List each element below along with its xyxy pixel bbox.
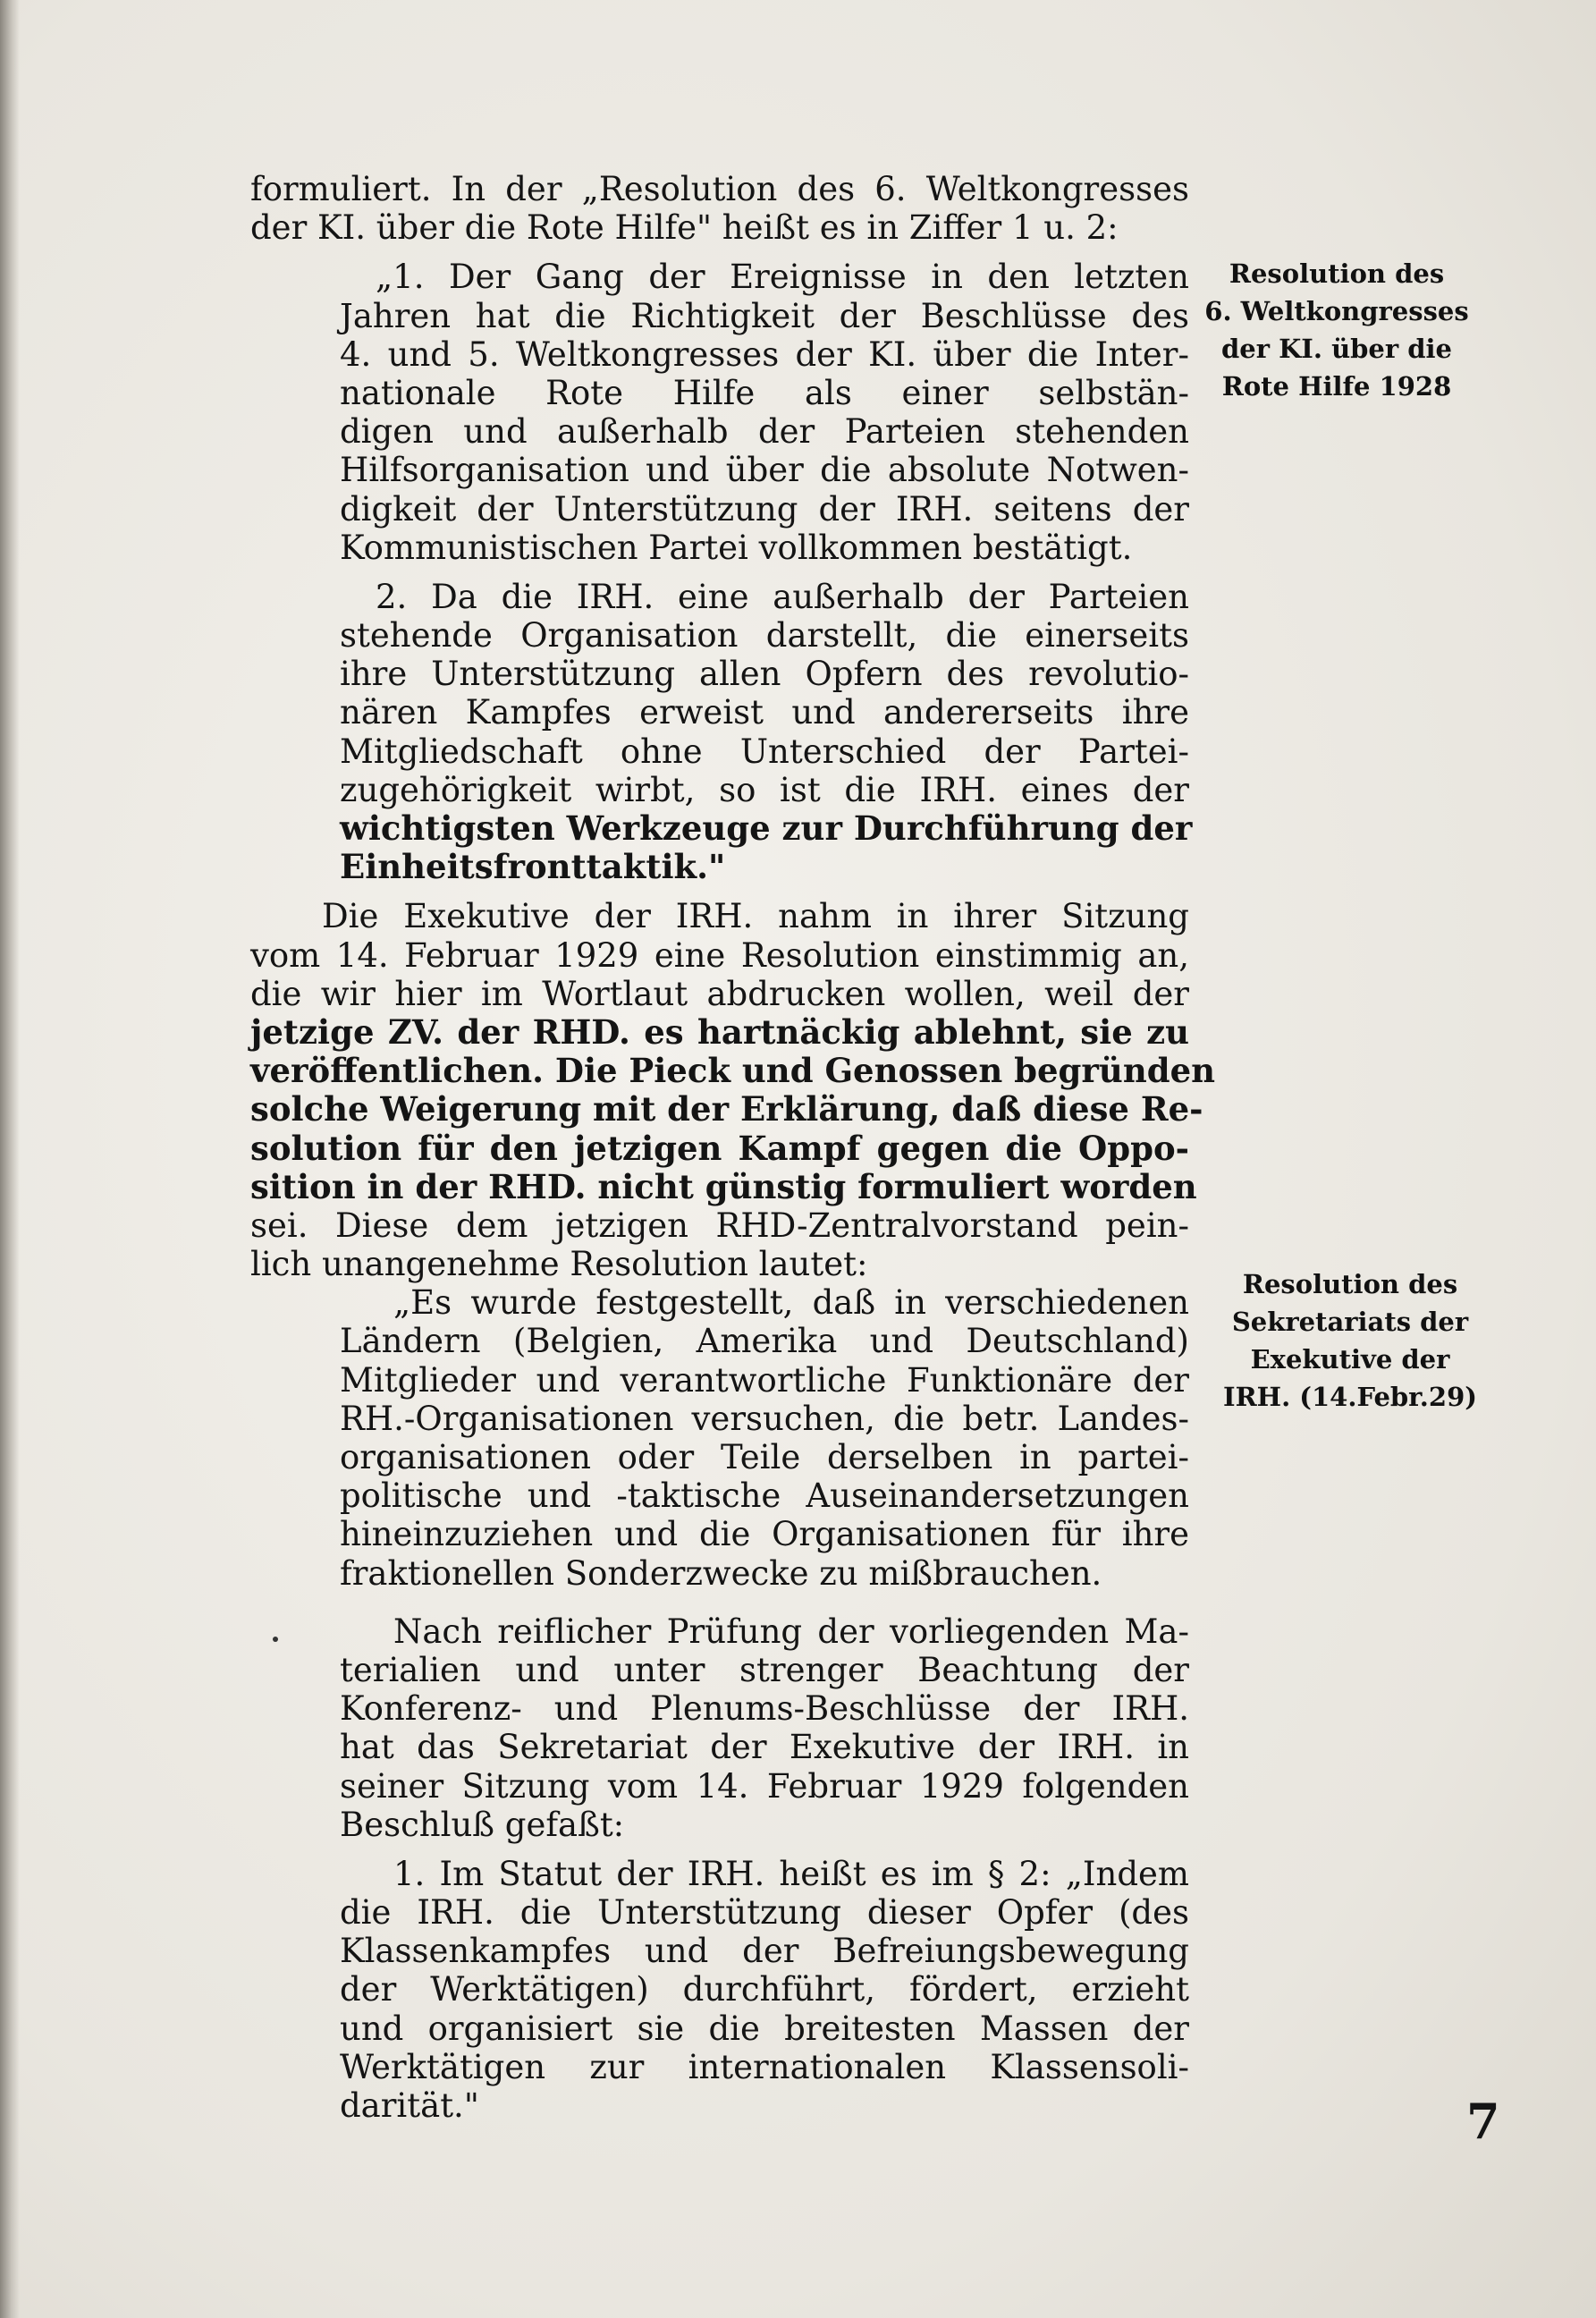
text-line: vom 14. Februar 1929 eine Resolution einstimmig an, bbox=[250, 935, 1189, 975]
text-line: veröffentlichen. Die Pieck und Genossen begründen bbox=[250, 1051, 1216, 1091]
margin-note-line: Sekretariats der bbox=[1231, 1307, 1469, 1337]
margin-note-resolution-sekretariat bbox=[1198, 1265, 1502, 1416]
quote-resolution-sekretariat bbox=[250, 1283, 1189, 2125]
text-line: stehende Organisation darstellt, die einerseits bbox=[340, 616, 1189, 656]
text-line: digkeit der Unterstützung der IRH. seitens der bbox=[340, 489, 1189, 529]
text-line: hat das Sekretariat der Exekutive der IRH. in bbox=[340, 1728, 1189, 1767]
margin-note-line: 6. Weltkongresses bbox=[1204, 296, 1469, 326]
text-line: Kommunistischen Partei vollkommen bestätigt. bbox=[340, 528, 1133, 567]
margin-note-line: der KI. über die bbox=[1221, 334, 1452, 364]
text-line: hineinzuziehen und die Organisationen für ihre bbox=[340, 1515, 1189, 1554]
text-line: politische und -taktische Auseinandersetzungen bbox=[340, 1476, 1189, 1516]
text-line: Nach reiflicher Prüfung der vorliegenden Ma- bbox=[393, 1612, 1189, 1651]
text-line: nären Kampfes erweist und andererseits ihre bbox=[340, 693, 1189, 732]
text-line: Klassenkampfes und der Befreiungsbewegung bbox=[340, 1932, 1189, 1971]
margin-note-resolution-weltkongress bbox=[1185, 255, 1489, 405]
margin-note-line: Resolution des bbox=[1229, 258, 1445, 289]
text-line: digen und außerhalb der Parteien stehenden bbox=[340, 412, 1189, 452]
text-line: der KI. über die Rote Hilfe" heißt es in Ziffer 1 u. 2: bbox=[250, 208, 1119, 248]
text-line: fraktionellen Sonderzwecke zu mißbrauchen. bbox=[340, 1553, 1102, 1593]
text-line: Mitgliedschaft ohne Unterschied der Partei- bbox=[340, 732, 1189, 771]
text-line: „1. Der Gang der Ereignisse in den letzten bbox=[376, 258, 1189, 297]
text-line: Jahren hat die Richtigkeit der Beschlüsse des bbox=[340, 296, 1189, 335]
text-line: 4. und 5. Weltkongresses der KI. über die Inter- bbox=[340, 334, 1189, 374]
text-line: RH.-Organisationen versuchen, die betr. Landes- bbox=[340, 1399, 1189, 1438]
page-number: 7 bbox=[1466, 2093, 1500, 2150]
text-line: zugehörigkeit wirbt, so ist die IRH. eines der bbox=[340, 770, 1189, 809]
text-line: Hilfsorganisation und über die absolute Notwen- bbox=[340, 451, 1189, 490]
text-line: nationale Rote Hilfe als einer selbstän- bbox=[340, 373, 1189, 412]
text-line: die IRH. die Unterstützung dieser Opfer (des bbox=[340, 1893, 1189, 1933]
body-text bbox=[250, 170, 1216, 2125]
text-line: „Es wurde festgestellt, daß in verschiedenen bbox=[393, 1283, 1189, 1323]
text-line: lich unangenehme Resolution lautet: bbox=[250, 1245, 868, 1284]
margin-note-line: IRH. (14.Febr.29) bbox=[1223, 1382, 1477, 1412]
text-line: formuliert. In der „Resolution des 6. Weltkongresses bbox=[250, 170, 1189, 208]
text-line: jetzige ZV. der RHD. es hartnäckig ablehnt, sie zu bbox=[250, 1011, 1189, 1052]
text-line: Konferenz- und Plenums-Beschlüsse der IRH. bbox=[340, 1689, 1189, 1729]
text-line: Beschluß gefaßt: bbox=[340, 1805, 625, 1844]
text-line: Die Exekutive der IRH. nahm in ihrer Sitzung bbox=[322, 897, 1189, 936]
text-line: seiner Sitzung vom 14. Februar 1929 folgenden bbox=[340, 1766, 1189, 1806]
margin-note-line: Rote Hilfe 1928 bbox=[1221, 371, 1452, 402]
text-line: organisationen oder Teile derselben in partei- bbox=[340, 1438, 1189, 1476]
text-line: Ländern (Belgien, Amerika und Deutschland) bbox=[340, 1322, 1189, 1361]
text-line: Einheitsfronttaktik." bbox=[340, 847, 726, 887]
margin-note-line: Resolution des bbox=[1242, 1269, 1458, 1299]
margin-note-line: Exekutive der bbox=[1250, 1344, 1450, 1375]
text-line: wichtigsten Werkzeuge zur Durchführung der bbox=[340, 808, 1193, 848]
text-line: ihre Unterstützung allen Opfern des revolutio- bbox=[340, 655, 1189, 694]
text-line: solution für den jetzigen Kampf gegen die Oppo- bbox=[250, 1128, 1189, 1168]
text-line: 1. Im Statut der IRH. heißt es im § 2: „Indem bbox=[393, 1854, 1189, 1893]
quote-resolution-kongress bbox=[250, 258, 1193, 887]
page-edge-shadow bbox=[0, 0, 20, 2318]
text-line: und organisiert sie die breitesten Massen der bbox=[340, 2009, 1189, 2048]
text-line: Werktätigen zur internationalen Klassensoli- bbox=[340, 2047, 1189, 2086]
text-line: terialien und unter strenger Beachtung der bbox=[340, 1650, 1189, 1689]
text-line: die wir hier im Wortlaut abdrucken wollen, weil der bbox=[250, 974, 1189, 1013]
text-line: sei. Diese dem jetzigen RHD-Zentralvorstand pein- bbox=[250, 1206, 1189, 1245]
text-line: solche Weigerung mit der Erklärung, daß diese Re- bbox=[250, 1089, 1203, 1129]
text-line: der Werktätigen) durchführt, fördert, erzieht bbox=[340, 1970, 1189, 2009]
text-line: darität." bbox=[340, 2086, 479, 2125]
text-line: 2. Da die IRH. eine außerhalb der Parteien bbox=[376, 577, 1189, 616]
speck-mark bbox=[273, 1637, 278, 1642]
text-line: Mitglieder und verantwortliche Funktionäre der bbox=[340, 1360, 1189, 1400]
text-line: sition in der RHD. nicht günstig formuliert worden bbox=[250, 1166, 1197, 1206]
